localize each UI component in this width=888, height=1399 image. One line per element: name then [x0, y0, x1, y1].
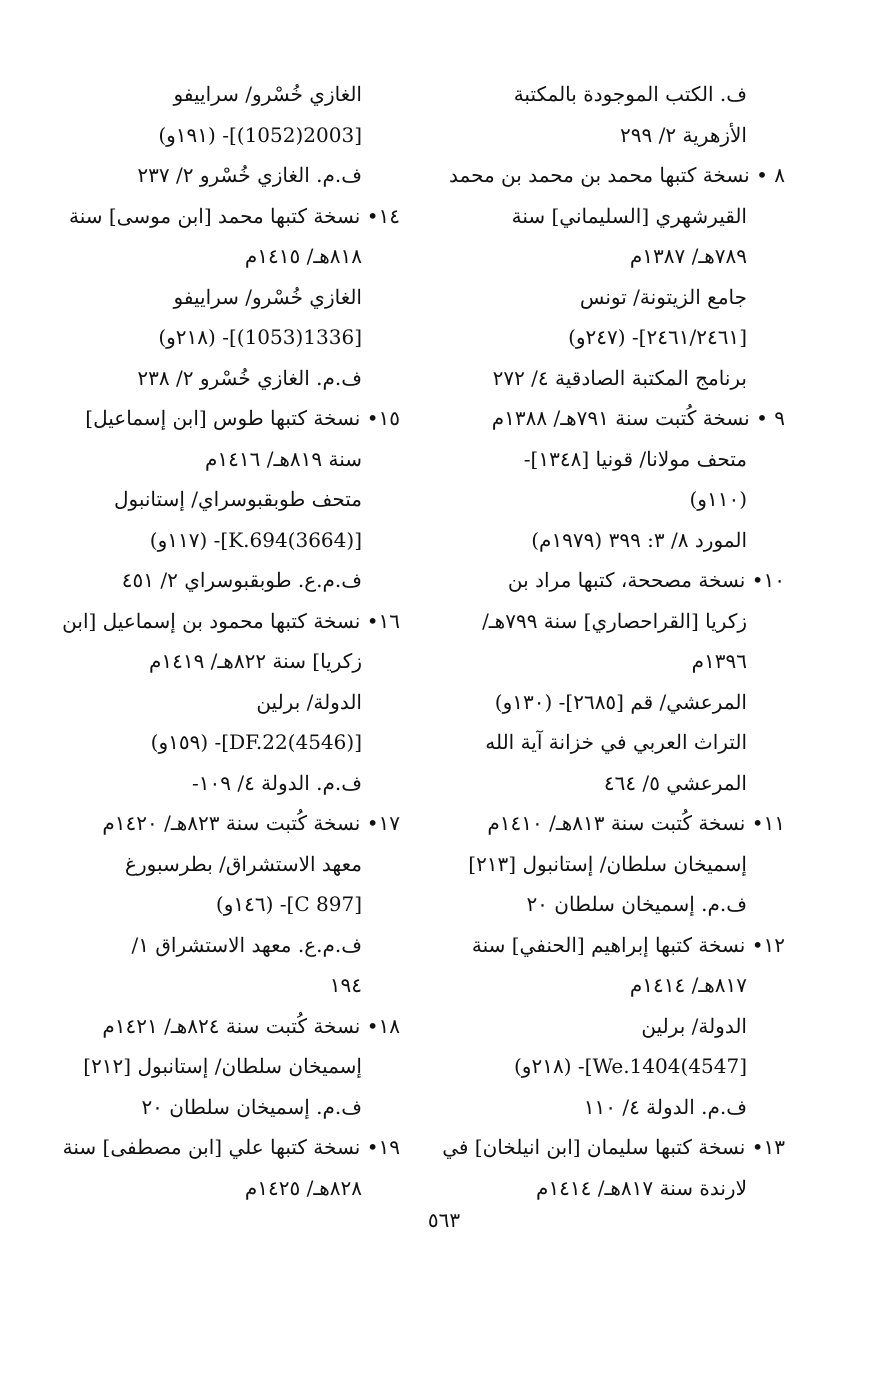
entry-heading-line: ١٠• نسخة مصححة، كتبها مراد بن — [507, 568, 785, 592]
entry-heading-line: ١٧• نسخة كُتبت سنة ٨٢٣هـ/ ١٤٢٠م — [102, 811, 400, 835]
entry-heading-line: ١٥• نسخة كتبها طوس [ابن إسماعيل] — [85, 406, 400, 430]
left-column — [55, 74, 400, 1208]
text-line: ٨١٨هـ/ ١٤١٥م — [244, 244, 362, 268]
text-line: سنة ٨١٩هـ/ ١٤١٦م — [205, 446, 362, 471]
entry-heading-line: ١١• نسخة كُتبت سنة ٨١٣هـ/ ١٤١٠م — [487, 811, 785, 835]
text-line: معهد الاستشراق/ بطرسبورغ — [125, 851, 362, 876]
text-line: [K.694(3664)]- (١١٧و) — [149, 527, 362, 552]
text-line: إسميخان سلطان/ إستانبول [٢١٢] — [83, 1054, 362, 1078]
text-line: [C 897]- (١٤٦و) — [215, 892, 362, 916]
text-line: ١٣٩٦م — [691, 649, 747, 673]
text-line: برنامج المكتبة الصادقية ٤/ ٢٧٢ — [492, 365, 747, 390]
right-column — [440, 74, 785, 1208]
text-line: ف.م. الغازي خُسْرو ٢/ ٢٣٧ — [137, 163, 362, 187]
text-line: المرعشي ٥/ ٤٦٤ — [603, 770, 747, 795]
entry-heading-line: ١٨• نسخة كُتبت سنة ٨٢٤هـ/ ١٤٢١م — [102, 1013, 400, 1038]
text-line: القيرشهري [السليماني] سنة — [511, 203, 747, 228]
text-line: متحف مولانا/ قونيا [١٣٤٨]- — [523, 446, 747, 471]
entry-heading-line: ١٦• نسخة كتبها محمود بن إسماعيل [ابن — [62, 608, 400, 633]
text-line: ف.م.ع. طوبقبوسراي ٢/ ٤٥١ — [121, 568, 362, 592]
text-line: [٢٤٦١/٢٤٦١]- (٢٤٧و) — [568, 325, 747, 349]
text-line: التراث العربي في خزانة آية الله — [485, 730, 747, 754]
text-line: ف.م. إسميخان سلطان ٢٠ — [526, 892, 747, 916]
text-line: إسميخان سلطان/ إستانبول [٢١٣] — [468, 851, 747, 876]
text-line: الغازي خُسْرو/ سراييفو — [173, 284, 362, 309]
text-line: متحف طوبقبوسراي/ إستانبول — [113, 487, 362, 511]
text-line: ٨١٧هـ/ ١٤١٤م — [629, 973, 747, 997]
text-line: زكريا [القراحصاري] سنة ٧٩٩هـ/ — [482, 608, 747, 633]
text-line: [DF.22(4546)]- (١٥٩و) — [150, 730, 362, 754]
text-line: زكريا] سنة ٨٢٢هـ/ ١٤١٩م — [148, 649, 362, 673]
text-line: المرعشي/ قم [٢٦٨٥]- (١٣٠و) — [494, 689, 747, 714]
text-line: ف.م. الدولة ٤/ ١١٠ — [583, 1094, 747, 1119]
text-line: الدولة/ برلين — [256, 689, 362, 714]
entry-heading-line: ١٣• نسخة كتبها سليمان [ابن انيلخان] في — [442, 1135, 785, 1159]
text-line: ١٩٤ — [329, 973, 362, 997]
text-line: (١١٠و) — [689, 487, 747, 511]
entry-heading-line: ٨ • نسخة كتبها محمد بن محمد بن محمد — [449, 163, 785, 187]
text-line: لارندة سنة ٨١٧هـ/ ١٤١٤م — [536, 1175, 747, 1200]
text-line: الدولة/ برلين — [641, 1013, 747, 1038]
text-line: ف.م.ع. معهد الاستشراق ١/ — [131, 932, 362, 957]
entry-heading-line: ١٩• نسخة كتبها علي [ابن مصطفى] سنة — [62, 1135, 400, 1159]
text-line: ٧٨٩هـ/ ١٣٨٧م — [629, 244, 747, 268]
page-number: ٥٦٣ — [427, 1208, 461, 1232]
text-line: جامع الزيتونة/ تونس — [579, 284, 747, 309]
text-line: [2003(1052)]- (١٩١و) — [158, 122, 362, 147]
text-line: ف. الكتب الموجودة بالمكتبة — [513, 82, 747, 106]
text-line: [1336(1053)]- (٢١٨و) — [158, 325, 362, 349]
text-line: ف.م. إسميخان سلطان ٢٠ — [141, 1094, 362, 1119]
entry-heading-line: ٩ • نسخة كُتبت سنة ٧٩١هـ/ ١٣٨٨م — [491, 406, 785, 430]
text-line: الغازي خُسْرو/ سراييفو — [173, 82, 362, 106]
text-line: الأزهرية ٢/ ٢٩٩ — [620, 122, 747, 147]
entry-heading-line: ١٤• نسخة كتبها محمد [ابن موسى] سنة — [69, 203, 400, 228]
text-line: المورد ٨/ ٣: ٣٩٩ (١٩٧٩م) — [531, 527, 747, 552]
text-line: ٨٢٨هـ/ ١٤٢٥م — [244, 1175, 362, 1200]
entry-heading-line: ١٢• نسخة كتبها إبراهيم [الحنفي] سنة — [471, 932, 785, 957]
text-line: ف.م. الغازي خُسْرو ٢/ ٢٣٨ — [137, 365, 362, 390]
text-line: ف.م. الدولة ٤/ ١٠٩- — [191, 770, 362, 795]
text-line: [4547)We.1404]- (٢١٨و) — [514, 1054, 747, 1078]
